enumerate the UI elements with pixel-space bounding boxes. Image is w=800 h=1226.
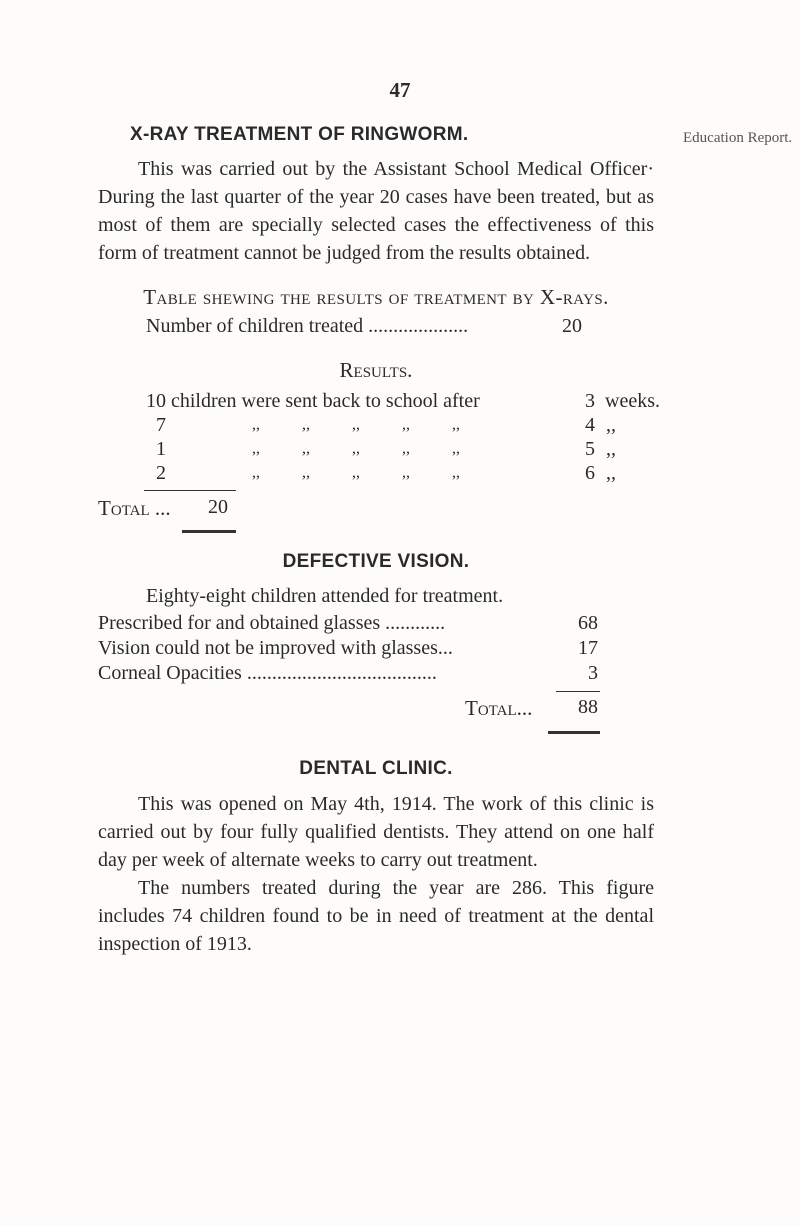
results-weeks: 5 <box>585 438 595 460</box>
results-unit: ,, <box>606 414 616 436</box>
results-count: 7 <box>156 414 166 436</box>
results-ditto-row <box>252 440 502 458</box>
ditto-mark: ,, <box>452 416 460 433</box>
vision-row-value: 17 <box>578 637 598 659</box>
results-row <box>146 390 480 413</box>
page-number: 47 <box>389 78 411 102</box>
results-unit: ,, <box>606 438 616 460</box>
ditto-mark: ,, <box>402 440 410 457</box>
ditto-mark: ,, <box>452 464 460 481</box>
ditto-mark: ,, <box>402 464 410 481</box>
ringworm-paragraph <box>98 155 654 267</box>
ditto-mark: ,, <box>302 440 310 457</box>
treated-value: 20 <box>562 315 582 337</box>
dental-paragraphs <box>98 790 654 958</box>
vision-row-value: 68 <box>578 612 598 634</box>
ditto-mark: ,, <box>452 440 460 457</box>
ditto-mark: ,, <box>352 464 360 481</box>
results-weeks: 3 <box>585 390 595 412</box>
vision-total-label: Total... <box>465 696 533 720</box>
results-total-label: Total ... <box>98 496 171 520</box>
vision-row-value: 3 <box>588 662 598 684</box>
xray-table-title: Table shewing the results of treatment by X-rays. <box>143 285 609 309</box>
ditto-mark: ,, <box>302 416 310 433</box>
ditto-mark: ,, <box>402 416 410 433</box>
dental-paragraph: The numbers treated during the year are 286. This figure includes 74 children found to be in need of treatment at the dental inspection of 1913. <box>98 877 654 955</box>
margin-note: Education Report. <box>683 130 793 146</box>
results-weeks: 6 <box>585 462 595 484</box>
treated-label: Number of children treated .................... <box>146 315 469 337</box>
vision-rule <box>556 691 600 692</box>
results-total-value: 20 <box>208 496 228 518</box>
results-unit: ,, <box>606 462 616 484</box>
vision-total-double-rule <box>548 731 600 734</box>
vision-row-label: Vision could not be improved with glasses... <box>98 637 453 659</box>
ditto-mark: ,, <box>352 416 360 433</box>
results-total-double-rule <box>182 530 236 533</box>
vision-heading: DEFECTIVE VISION. <box>282 551 470 572</box>
ditto-mark: ,, <box>252 416 260 433</box>
vision-row-label: Prescribed for and obtained glasses ............ <box>98 612 446 634</box>
results-ditto-row <box>252 416 502 434</box>
vision-intro: Eighty-eight children attended for treatment. <box>146 585 504 607</box>
dental-heading: DENTAL CLINIC. <box>299 758 453 779</box>
dental-paragraph: This was opened on May 4th, 1914. The work of this clinic is carried out by four fully qualified dentists. They attend on one half day per week of alternate weeks to carry out treatment. <box>98 793 654 871</box>
results-count: 1 <box>156 438 166 460</box>
results-ditto-row <box>252 464 502 482</box>
results-heading: Results. <box>339 358 413 382</box>
ringworm-paragraph-text: This was carried out by the Assistant School Medical Officer· During the last quarter of the year 20 cases have been treated, but as most of them are specially selected cases the effectiveness of this form of treatment cannot be judged from the results obtained. <box>98 158 654 264</box>
results-text: children were sent back to school after <box>171 390 480 412</box>
ditto-mark: ,, <box>352 440 360 457</box>
vision-row-label: Corneal Opacities ...................................... <box>98 662 437 684</box>
results-count: 10 <box>146 390 166 412</box>
results-count: 2 <box>156 462 166 484</box>
results-rule <box>144 490 236 491</box>
ringworm-heading: X-RAY TREATMENT OF RINGWORM. <box>130 124 469 145</box>
ditto-mark: ,, <box>252 464 260 481</box>
ditto-mark: ,, <box>252 440 260 457</box>
vision-total-value: 88 <box>578 696 598 718</box>
results-unit: weeks. <box>605 390 660 412</box>
ditto-mark: ,, <box>302 464 310 481</box>
results-weeks: 4 <box>585 414 595 436</box>
